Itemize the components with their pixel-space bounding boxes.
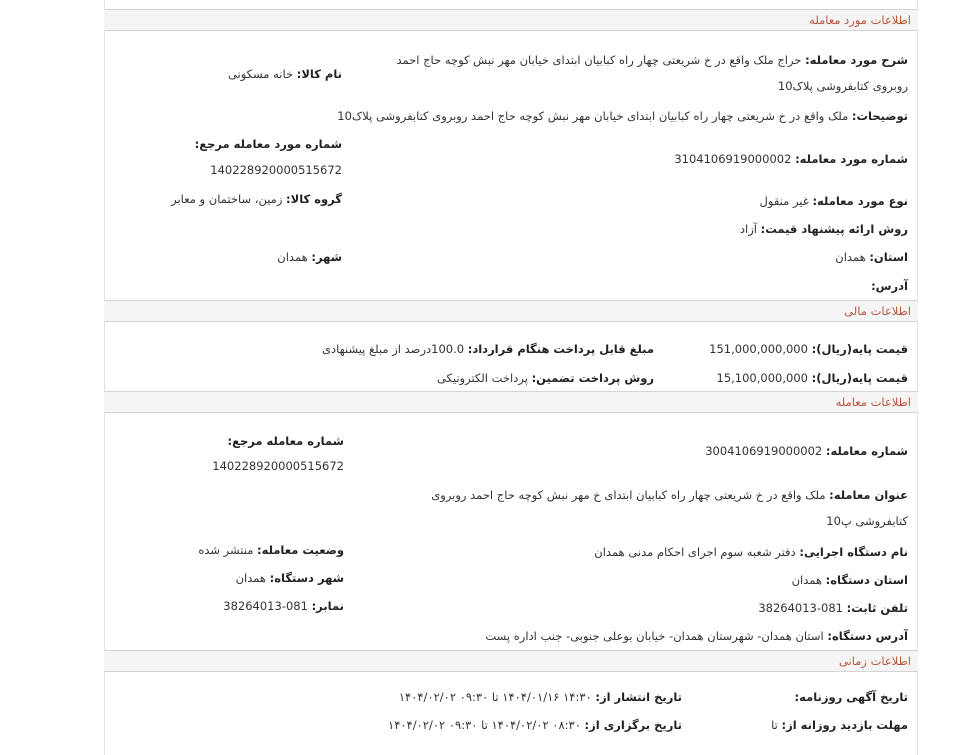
hold-date-value: ۰۸:۳۰ ۱۴۰۴/۰۲/۰۲ تا ۰۹:۳۰ ۱۴۰۴/۰۲/۰۲ — [388, 718, 581, 732]
hold-date-label: تاریخ برگزاری از: — [584, 718, 682, 732]
section-header-deal: اطلاعات معامله — [104, 391, 918, 413]
deal-title-label: عنوان معامله: — [829, 488, 908, 502]
visit-deadline-label: مهلت بازدید روزانه از: — [781, 718, 908, 732]
deal-number-value: 3004106919000002 — [705, 444, 823, 458]
item-number-label: شماره مورد معامله: — [795, 152, 908, 166]
guarantee-method-value: پرداخت الکترونیکی — [436, 371, 528, 385]
agency-value: دفتر شعبه سوم اجرای احکام مدنی همدان — [594, 545, 796, 559]
agency-city-value: همدان — [235, 571, 266, 585]
price-method-value: آزاد — [739, 222, 757, 236]
description-value-line2: روبروی کتابفروشی پلاک10 — [777, 79, 908, 93]
price-method-label: روش ارائه پیشنهاد قیمت: — [760, 222, 908, 236]
item-group-label: گروه کالا: — [286, 192, 342, 206]
item-number-value: 3104106919000002 — [674, 152, 792, 166]
item-type-value: غیر منقول — [759, 194, 809, 208]
city-value: همدان — [277, 250, 308, 264]
province-label: استان: — [869, 250, 908, 264]
notes-label: توضیحات: — [851, 109, 908, 123]
ref-item-number-value: 140228920000515672 — [210, 163, 342, 177]
publish-date-value: ۱۴:۳۰ ۱۴۰۴/۰۱/۱۶ تا ۰۹:۳۰ ۱۴۰۴/۰۲/۰۲ — [398, 690, 592, 704]
base-price-value: 151,000,000,000 — [709, 342, 808, 356]
ref-item-number-label: شماره مورد معامله مرجع: — [194, 137, 342, 151]
agency-address-value: استان همدان- شهرستان همدان- خیابان بوعلی جنوبی- جنب اداره پست — [485, 629, 824, 643]
description-label: شرح مورد معامله: — [805, 53, 908, 67]
city-label: شهر: — [311, 250, 342, 264]
item-group-value: زمین، ساختمان و معابر — [171, 192, 283, 206]
deal-title-line2: کتابفروشی پ10 — [826, 514, 908, 528]
item-type-label: نوع مورد معامله: — [812, 194, 908, 208]
ref-deal-number-value: 140228920000515672 — [212, 459, 344, 473]
agency-province-value: همدان — [791, 573, 822, 587]
province-value: همدان — [835, 250, 866, 264]
agency-city-label: شهر دستگاه: — [269, 571, 344, 585]
deal-status-label: وضعیت معامله: — [257, 543, 344, 557]
base-price-2-label: قیمت پایه(ریال): — [811, 371, 908, 385]
section-header-financial: اطلاعات مالی — [104, 300, 918, 322]
agency-address-label: آدرس دستگاه: — [827, 629, 908, 643]
item-name-value: خانه مسکونی — [227, 67, 294, 81]
payable-amount-value: 100.0درصد از مبلغ پیشنهادی — [322, 342, 465, 356]
publish-date-label: تاریخ انتشار از: — [595, 690, 682, 704]
newspaper-date-label: تاریخ آگهی روزنامه: — [794, 690, 908, 704]
address-label: آدرس: — [871, 279, 908, 293]
payable-amount-label: مبلغ قابل پرداخت هنگام قرارداد: — [467, 342, 654, 356]
visit-deadline-to: تا — [771, 718, 778, 732]
section-header-timing: اطلاعات زمانی — [104, 650, 918, 672]
guarantee-method-label: روش پرداخت تضمین: — [531, 371, 654, 385]
base-price-2-value: 15,100,000,000 — [716, 371, 808, 385]
fax-value: 081-38264013 — [223, 599, 308, 613]
deal-number-label: شماره معامله: — [825, 444, 908, 458]
base-price-label: قیمت پایه(ریال): — [811, 342, 908, 356]
agency-province-label: استان دستگاه: — [825, 573, 908, 587]
notes-value: ملک واقع در خ شریعتی چهار راه کبابیان ابتدای خیابان مهر نبش کوچه حاج احمد روبروی کتابفروشی پلاک10 — [337, 109, 849, 123]
description-value-line1: حراج ملک واقع در خ شریعتی چهار راه کبابیان ابتدای خیابان مهر نبش کوچه حاج احمد — [396, 53, 802, 67]
fax-label: نمابر: — [311, 599, 344, 613]
phone-value: 081-38264013 — [758, 601, 843, 615]
section-header-deal-info: اطلاعات مورد معامله — [104, 9, 918, 31]
deal-title-line1: ملک واقع در خ شریعتی چهار راه کبابیان ابتدای خ مهر نبش کوچه حاج احمد روبروی — [431, 488, 826, 502]
agency-label: نام دستگاه اجرایی: — [799, 545, 908, 559]
item-name-label: نام کالا: — [296, 67, 342, 81]
phone-label: تلفن ثابت: — [846, 601, 908, 615]
ref-deal-number-label: شماره معامله مرجع: — [227, 434, 344, 448]
deal-status-value: منتشر شده — [198, 543, 254, 557]
